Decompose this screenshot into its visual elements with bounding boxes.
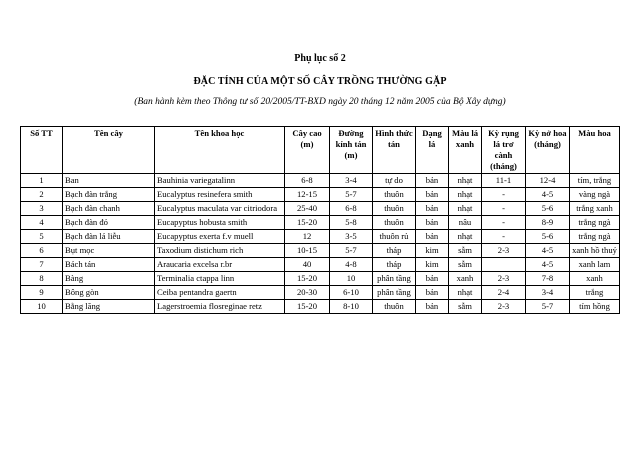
table-cell: trắng xanh: [570, 202, 620, 216]
table-cell: 15-20: [285, 300, 330, 314]
column-header: Dạng lá: [416, 127, 449, 174]
table-cell: Eucapyptus exerta f.v muell: [155, 230, 285, 244]
table-cell: Bằng lăng: [63, 300, 155, 314]
table-cell: trắng: [570, 286, 620, 300]
table-cell: xanh lam: [570, 258, 620, 272]
table-cell: 15-20: [285, 272, 330, 286]
table-cell: nhạt: [449, 188, 482, 202]
table-cell: Bạch đàn chanh: [63, 202, 155, 216]
table-cell: 40: [285, 258, 330, 272]
table-cell: tháp: [373, 244, 416, 258]
table-cell: Bạch đàn lá liễu: [63, 230, 155, 244]
table-row: [21, 202, 620, 216]
table-cell: tự do: [373, 174, 416, 188]
table-cell: 25-40: [285, 202, 330, 216]
table-cell: 7: [21, 258, 63, 272]
table-cell: xanh: [449, 272, 482, 286]
column-header: Tên cây: [63, 127, 155, 174]
table-cell: 15-20: [285, 216, 330, 230]
table-cell: 8: [21, 272, 63, 286]
plant-characteristics-table: [20, 126, 620, 314]
table-cell: Araucaria excelsa r.br: [155, 258, 285, 272]
column-header: Kỳ rụng lá trơ cành (tháng): [482, 127, 526, 174]
table-cell: Bạch đàn trắng: [63, 188, 155, 202]
table-cell: 10: [21, 300, 63, 314]
table-cell: bản: [416, 272, 449, 286]
table-cell: 10: [330, 272, 373, 286]
table-cell: 6-8: [330, 202, 373, 216]
table-cell: 2-4: [482, 286, 526, 300]
table-cell: Bông gòn: [63, 286, 155, 300]
table-cell: Lagerstroemia flosreginae retz: [155, 300, 285, 314]
appendix-label: Phụ lục số 2: [294, 53, 346, 64]
table-cell: -: [482, 188, 526, 202]
table-cell: vàng ngà: [570, 188, 620, 202]
column-header: Màu lá xanh: [449, 127, 482, 174]
table-row: [21, 188, 620, 202]
table-cell: trắng ngà: [570, 230, 620, 244]
table-cell: 4-5: [526, 258, 570, 272]
table-row: [21, 244, 620, 258]
table-cell: 5-6: [526, 202, 570, 216]
table-cell: Ban: [63, 174, 155, 188]
table-row: [21, 216, 620, 230]
table-cell: xanh: [570, 272, 620, 286]
table-cell: Bụt mọc: [63, 244, 155, 258]
table-row: [21, 300, 620, 314]
table-cell: thuôn: [373, 202, 416, 216]
table-cell: thuôn: [373, 216, 416, 230]
table-cell: sẫm: [449, 244, 482, 258]
table-header-row: [21, 127, 620, 174]
table-cell: thuôn rủ: [373, 230, 416, 244]
table-cell: 2: [21, 188, 63, 202]
table-cell: nhạt: [449, 286, 482, 300]
table-cell: 2-3: [482, 244, 526, 258]
table-cell: 2-3: [482, 272, 526, 286]
table-row: [21, 174, 620, 188]
column-header: Số TT: [21, 127, 63, 174]
table-cell: Ceiba pentandra gaertn: [155, 286, 285, 300]
table-cell: 8-9: [526, 216, 570, 230]
table-cell: tím hồng: [570, 300, 620, 314]
table-cell: 6: [21, 244, 63, 258]
table-cell: tím, trắng: [570, 174, 620, 188]
table-cell: nhạt: [449, 230, 482, 244]
table-body: [21, 174, 620, 314]
table-cell: tháp: [373, 258, 416, 272]
table-cell: 8-10: [330, 300, 373, 314]
table-cell: 2-3: [482, 300, 526, 314]
table-cell: bản: [416, 188, 449, 202]
column-header: Tên khoa học: [155, 127, 285, 174]
table-cell: Bàng: [63, 272, 155, 286]
table-cell: 6-8: [285, 174, 330, 188]
table-cell: Eucalyptus resinefera smith: [155, 188, 285, 202]
table-cell: 11-1: [482, 174, 526, 188]
table-cell: Bách tán: [63, 258, 155, 272]
table-cell: Terminalia ctappa linn: [155, 272, 285, 286]
table-cell: nhạt: [449, 174, 482, 188]
table-cell: nâu: [449, 216, 482, 230]
table-cell: Eucalyptus maculata var citriodora: [155, 202, 285, 216]
column-header: Hình thức tán: [373, 127, 416, 174]
table-cell: -: [482, 202, 526, 216]
table-cell: -: [482, 216, 526, 230]
column-header: Cây cao (m): [285, 127, 330, 174]
table-cell: 5-7: [330, 244, 373, 258]
table-cell: 3-4: [330, 174, 373, 188]
table-cell: 3: [21, 202, 63, 216]
table-cell: sẫm: [449, 258, 482, 272]
table-row: [21, 286, 620, 300]
column-header: Màu hoa: [570, 127, 620, 174]
table-cell: xanh hồ thuỷ: [570, 244, 620, 258]
table-cell: 7-8: [526, 272, 570, 286]
table-row: [21, 258, 620, 272]
table-cell: 4-8: [330, 258, 373, 272]
table-cell: 9: [21, 286, 63, 300]
table-cell: 3-4: [526, 286, 570, 300]
table-cell: thuôn: [373, 300, 416, 314]
table-cell: 20-30: [285, 286, 330, 300]
table-cell: Bạch đàn đỏ: [63, 216, 155, 230]
table-cell: bản: [416, 230, 449, 244]
table-cell: phân tầng: [373, 286, 416, 300]
table-cell: 5: [21, 230, 63, 244]
table-cell: thuôn: [373, 188, 416, 202]
table-row: [21, 230, 620, 244]
table-cell: kim: [416, 244, 449, 258]
table-cell: Eucapyptus hobusta smith: [155, 216, 285, 230]
table-cell: 4-5: [526, 188, 570, 202]
table-cell: 12-15: [285, 188, 330, 202]
table-cell: phân tầng: [373, 272, 416, 286]
table-cell: sẫm: [449, 300, 482, 314]
table-cell: 5-6: [526, 230, 570, 244]
table-cell: kim: [416, 258, 449, 272]
table-cell: 10-15: [285, 244, 330, 258]
table-cell: [482, 258, 526, 272]
document-subtitle: (Ban hành kèm theo Thông tư số 20/2005/TT-BXD ngày 20 tháng 12 năm 2005 của Bộ Xây dựng): [134, 97, 506, 107]
table-cell: 4-5: [526, 244, 570, 258]
table-cell: 5-8: [330, 216, 373, 230]
table-cell: Bauhinia variegatalinn: [155, 174, 285, 188]
table-cell: 4: [21, 216, 63, 230]
table-cell: 5-7: [526, 300, 570, 314]
table-cell: 6-10: [330, 286, 373, 300]
document-title: ĐẶC TÍNH CỦA MỘT SỐ CÂY TRỒNG THƯỜNG GẶP: [193, 76, 447, 87]
table-cell: trắng ngà: [570, 216, 620, 230]
table-cell: bản: [416, 300, 449, 314]
table-cell: -: [482, 230, 526, 244]
table-cell: 1: [21, 174, 63, 188]
table-cell: 3-5: [330, 230, 373, 244]
column-header: Đường kính tán (m): [330, 127, 373, 174]
table-cell: bản: [416, 216, 449, 230]
table-cell: bản: [416, 174, 449, 188]
table-cell: bản: [416, 286, 449, 300]
column-header: Kỳ nở hoa (tháng): [526, 127, 570, 174]
table-row: [21, 272, 620, 286]
table-cell: bản: [416, 202, 449, 216]
table-cell: nhạt: [449, 202, 482, 216]
table-cell: 12-4: [526, 174, 570, 188]
table-cell: Taxodium distichum rich: [155, 244, 285, 258]
table-cell: 12: [285, 230, 330, 244]
table-cell: 5-7: [330, 188, 373, 202]
